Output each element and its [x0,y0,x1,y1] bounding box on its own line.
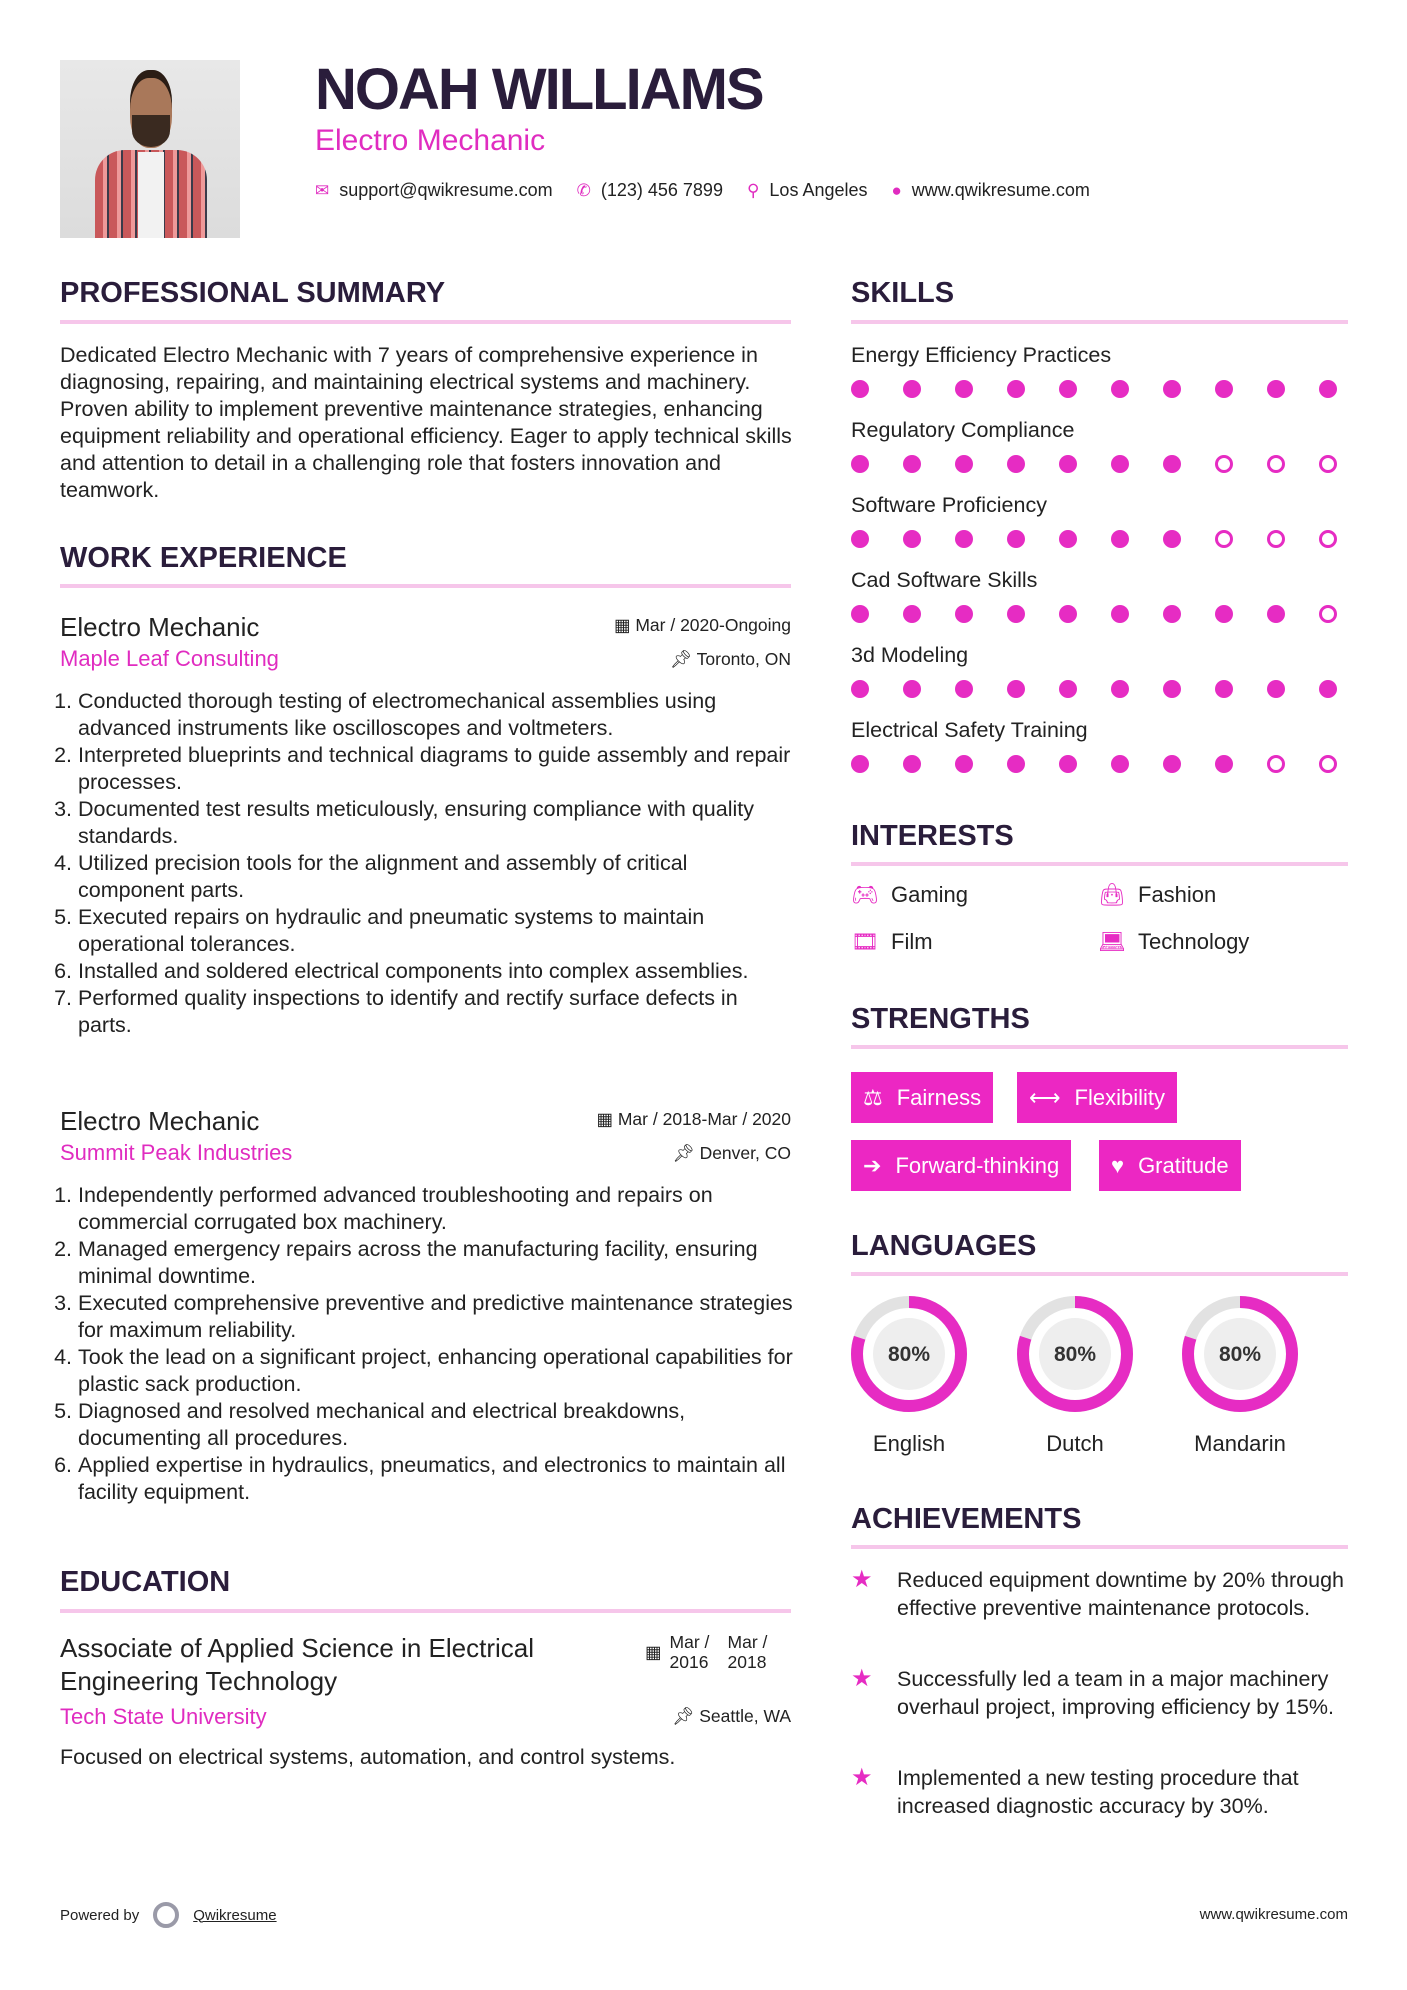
interests-heading: INTERESTS [851,820,1014,852]
location: Los Angeles [769,180,868,200]
phone-icon: ✆ [576,180,591,200]
star-icon: ★ [851,1665,873,1692]
film-icon: 🎞︎ [851,929,879,954]
pin-icon: 📌︎ [672,1143,700,1163]
filled-dot [955,605,973,623]
strength-flexibility: ⟷ Flexibility [1017,1072,1177,1123]
filled-dot [955,530,973,548]
laptop-icon: 💻︎ [1098,929,1126,954]
skill-name: Cad Software Skills [851,568,1038,592]
strength-gratitude: ♥ Gratitude [1099,1140,1241,1191]
divider [60,584,791,588]
filled-dot [903,380,921,398]
skill-name: Regulatory Compliance [851,418,1075,442]
divider [60,320,791,324]
start-date: Mar / 2016 [669,1632,710,1672]
filled-dot [1059,380,1077,398]
skill-name: Electrical Safety Training [851,718,1088,742]
divider [851,1545,1348,1549]
calendar-icon: ▦ [645,1642,662,1662]
job-title: Electro Mechanic [315,124,546,157]
filled-dot [1319,680,1337,698]
filled-dot [955,380,973,398]
list-item: 6. Installed and soldered electrical components into complex assemblies. [78,958,795,985]
skills-heading: SKILLS [851,277,955,309]
envelope-icon: ✉ [315,180,330,200]
empty-dot [1267,455,1285,473]
map-marker-icon: ⚲ [746,180,760,200]
filled-dot [1267,605,1285,623]
list-item: 2. Interpreted blueprints and technical diagrams to guide assembly and repair processes. [78,742,795,796]
list-item: 3. Documented test results meticulously, ensuring compliance with quality standards. [78,796,795,850]
language-percent: 80% [887,1343,931,1366]
filled-dot [903,530,921,548]
filled-dot [955,680,973,698]
empty-dot [1215,530,1233,548]
filled-dot [1319,380,1337,398]
filled-dot [851,680,869,698]
language-progress-ring [1178,1292,1302,1416]
skill-rating [851,455,1337,473]
filled-dot [1215,755,1233,773]
empty-dot [1319,530,1337,548]
calendar-icon: ▦ [596,1109,618,1129]
list-item: 4. Utilized precision tools for the alignment and assembly of critical component parts. [78,850,795,904]
filled-dot [1007,530,1025,548]
company: Summit Peak Industries [60,1140,293,1165]
filled-dot [1059,530,1077,548]
list-item: 5. Executed repairs on hydraulic and pneumatic systems to maintain operational tolerances. [78,904,795,958]
filled-dot [1215,605,1233,623]
phone: (123) 456 7899 [600,180,723,200]
heart-icon: ♥ [1111,1152,1125,1178]
language-item [1178,1292,1302,1457]
skill-name: 3d Modeling [851,643,969,667]
list-item: 1. Independently performed advanced troubleshooting and repairs on commercial corrugated box machinery. [78,1182,795,1236]
skill-name: Software Proficiency [851,493,1047,517]
empty-dot [1319,455,1337,473]
footer-powered: Powered by Qwikresume [60,1902,277,1928]
filled-dot [1163,455,1181,473]
work-heading: WORK EXPERIENCE [60,542,347,574]
filled-dot [1163,530,1181,548]
filled-dot [903,755,921,773]
arrow-right-icon: ➔ [863,1152,882,1178]
education-dates [645,1632,778,1672]
language-percent: 80% [1218,1343,1262,1366]
achievement-item: ★ Successfully led a team in a major machinery overhaul project, improving efficiency by 15%. [851,1665,1334,1719]
company: Maple Leaf Consulting [60,646,279,671]
summary-text: Dedicated Electro Mechanic with 7 years of comprehensive experience in diagnosing, repairing, and maintaining electrical systems and machinery. Proven ability to implement preventive maintenance strategies, enhancing equipment reliability and operational efficiency. Eager to apply technical skills and attention to detail in a challenging role that fosters innovation and teamwork. [60,343,792,502]
language-percent: 80% [1053,1343,1097,1366]
filled-dot [851,605,869,623]
filled-dot [1163,755,1181,773]
interest-technology: 💻︎ Technology [1098,929,1250,954]
job-title: Electro Mechanic [60,612,260,642]
divider [851,1272,1348,1276]
website[interactable]: www.qwikresume.com [911,180,1090,200]
filled-dot [851,755,869,773]
filled-dot [1059,755,1077,773]
filled-dot [903,680,921,698]
job-title: Electro Mechanic [60,1106,260,1136]
job-date: ▦ Mar / 2018-Mar / 2020 [596,1109,791,1129]
candidate-name: NOAH WILLIAMS [315,57,763,122]
language-item [1013,1292,1137,1457]
divider [851,320,1348,324]
skill-rating [851,755,1337,773]
filled-dot [955,755,973,773]
education-heading: EDUCATION [60,1566,231,1598]
filled-dot [1111,455,1129,473]
filled-dot [1163,380,1181,398]
balance-scale-icon: ⚖ [863,1084,883,1110]
contact-bar [315,180,1090,201]
filled-dot [903,455,921,473]
email[interactable]: support@qwikresume.com [339,180,553,200]
filled-dot [1059,605,1077,623]
qwikresume-link[interactable]: Qwikresume [193,1906,277,1924]
profile-photo [60,60,240,238]
empty-dot [1267,755,1285,773]
interest-film: 🎞︎ Film [851,929,933,954]
filled-dot [1111,755,1129,773]
list-item: 4. Took the lead on a significant project, enhancing operational capabilities for plastic sack production. [78,1344,795,1398]
language-name: Mandarin [1194,1431,1286,1456]
empty-dot [1267,530,1285,548]
footer-site[interactable]: www.qwikresume.com [1199,1906,1348,1923]
job-location: 📌︎ Denver, CO [672,1143,791,1163]
gamepad-icon: 🎮︎ [851,882,879,907]
filled-dot [1007,455,1025,473]
skill-name: Energy Efficiency Practices [851,343,1112,367]
filled-dot [955,455,973,473]
school: Tech State University [60,1704,267,1729]
filled-dot [851,455,869,473]
filled-dot [1007,680,1025,698]
pin-icon: 📌︎ [669,649,697,669]
job-date: ▦ Mar / 2020-Ongoing [613,615,791,635]
strength-forward-thinking: ➔ Forward-thinking [851,1140,1071,1191]
achievement-item: ★ Reduced equipment downtime by 20% through effective preventive maintenance protocols. [851,1566,1345,1620]
filled-dot [1267,680,1285,698]
divider [60,1609,791,1613]
skill-rating [851,605,1337,623]
languages-heading: LANGUAGES [851,1230,1037,1262]
divider [851,862,1348,866]
list-item: 5. Diagnosed and resolved mechanical and electrical breakdowns, documenting all procedures. [78,1398,795,1452]
achievements-heading: ACHIEVEMENTS [851,1503,1082,1535]
globe-icon: ● [891,180,902,200]
job-bullets [60,1182,795,1506]
filled-dot [1267,380,1285,398]
filled-dot [1215,680,1233,698]
language-progress-ring [1013,1292,1137,1416]
shopping-bag-icon: 👜︎ [1098,882,1126,907]
pin-icon: 📌︎ [672,1706,700,1726]
filled-dot [1007,605,1025,623]
list-item: 6. Applied expertise in hydraulics, pneumatics, and electronics to maintain all facility equipment. [78,1452,795,1506]
filled-dot [1007,380,1025,398]
filled-dot [851,530,869,548]
interest-gaming: 🎮︎ Gaming [851,882,969,907]
skill-rating [851,680,1337,698]
filled-dot [1111,680,1129,698]
language-name: Dutch [1046,1431,1104,1456]
achievement-item: ★ Implemented a new testing procedure that increased diagnostic accuracy by 30%. [851,1764,1299,1818]
filled-dot [1059,680,1077,698]
empty-dot [1319,605,1337,623]
filled-dot [1111,605,1129,623]
filled-dot [1163,605,1181,623]
job-bullets [60,688,795,1039]
list-item: 1. Conducted thorough testing of electromechanical assemblies using advanced instruments like oscilloscopes and voltmeters. [78,688,795,742]
empty-dot [1319,755,1337,773]
filled-dot [1111,530,1129,548]
filled-dot [1163,680,1181,698]
job-location: 📌︎ Toronto, ON [669,649,791,669]
skill-rating [851,530,1337,548]
language-progress-ring [847,1292,971,1416]
filled-dot [851,380,869,398]
filled-dot [1059,455,1077,473]
strength-fairness: ⚖ Fairness [851,1072,993,1123]
empty-dot [1215,455,1233,473]
list-item: 2. Managed emergency repairs across the manufacturing facility, ensuring minimal downtime. [78,1236,795,1290]
star-icon: ★ [851,1764,873,1791]
language-item [847,1292,971,1457]
star-icon: ★ [851,1566,873,1593]
strengths-heading: STRENGTHS [851,1003,1030,1035]
education-description: Focused on electrical systems, automation, and control systems. [60,1745,676,1769]
language-name: English [872,1431,946,1456]
skill-rating [851,380,1337,398]
education-location: 📌︎ Seattle, WA [672,1706,791,1726]
qwikresume-logo-icon [153,1902,179,1928]
arrows-horizontal-icon: ⟷ [1029,1084,1061,1110]
summary-heading: PROFESSIONAL SUMMARY [60,277,446,309]
list-item: 7. Performed quality inspections to identify and rectify surface defects in parts. [78,985,795,1039]
degree: Associate of Applied Science in Electrical Engineering Technology [60,1633,535,1696]
filled-dot [1007,755,1025,773]
divider [851,1045,1348,1049]
filled-dot [1215,380,1233,398]
filled-dot [1111,380,1129,398]
end-date: Mar / 2018 [727,1632,768,1672]
filled-dot [903,605,921,623]
interest-fashion: 👜︎ Fashion [1098,882,1217,907]
list-item: 3. Executed comprehensive preventive and predictive maintenance strategies for maximum reliability. [78,1290,795,1344]
calendar-icon: ▦ [613,615,636,635]
